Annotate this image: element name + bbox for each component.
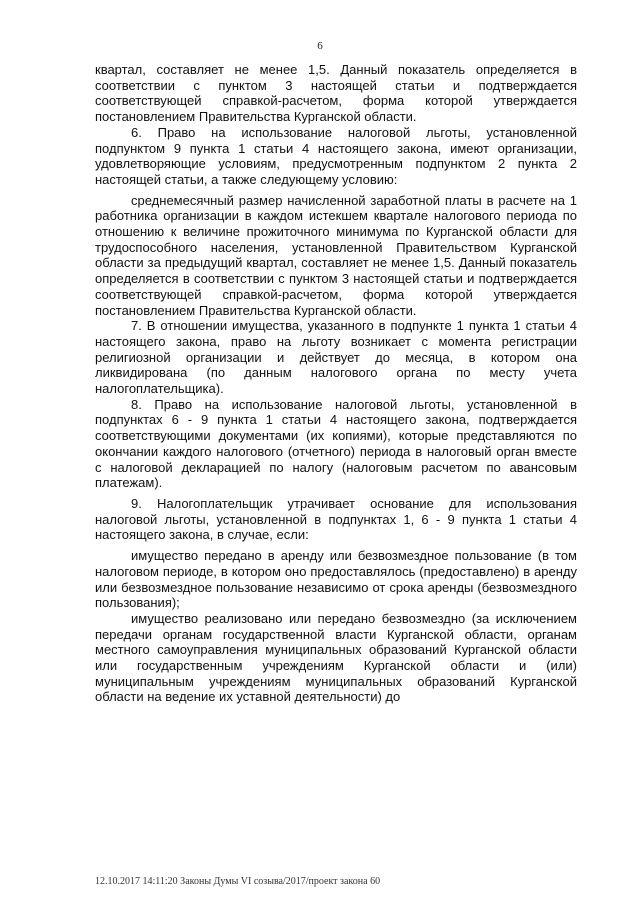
- page-number: 6: [317, 40, 323, 52]
- paragraph-item-6: 6. Право на использование налоговой льготы, установленной подпунктом 9 пункта 1 статьи 4 настоящего закона, имеют организации, удовлетворяющие условиям, предусмотренным подпунктом 2 пункта 2 настоящей статьи, а также следующему условию:: [95, 124, 577, 187]
- paragraph-item-9: 9. Налогоплательщик утрачивает основание для использования налоговой льготы, установленной в подпунктах 1, 6 - 9 пункта 1 статьи 4 настоящего закона, в случае, если:: [95, 495, 577, 543]
- paragraph-continued: квартал, составляет не менее 1,5. Данный показатель определяется в соответствии с пунктом 3 настоящей статьи и подтверждается соответствующей справкой-расчетом, форма которой утверждается постановлением Правительства Курганской области.: [95, 62, 577, 125]
- paragraph-item-6-condition: среднемесячный размер начисленной заработной платы в расчете на 1 работника организации в каждом истекшем квартале налогового периода по отношению к величине прожиточного минимума по Курганской области для трудоспособного населения, установленной Правительством Курганской области за предыдущий квартал, составляет не менее 1,5. Данный показатель определяется в соответствии с пунктом 3 настоящей статьи и подтверждается соответствующей справкой-расчетом, форма которой утверждается постановлением Правительства Курганской области.: [95, 192, 577, 318]
- footer-stamp: 12.10.2017 14:11:20 Законы Думы VI созыва/2017/проект закона 60: [95, 876, 381, 887]
- paragraph-item-9-case-lease: имущество передано в аренду или безвозмездное пользование (в том налоговом периоде, в котором оно предоставлялось (предоставлено) в аренду или безвозмездное пользование независимо от срока аренды (безвозмездного пользования);: [95, 548, 577, 611]
- paragraph-item-7: 7. В отношении имущества, указанного в подпункте 1 пункта 1 статьи 4 настоящего закона, право на льготу возникает с момента регистрации религиозной организации и действует до месяца, в котором она ликвидирована (по данным налогового органа по месту учета налогоплательщика).: [95, 318, 577, 397]
- paragraph-item-8: 8. Право на использование налоговой льготы, установленной в подпунктах 6 - 9 пункта 1 статьи 4 настоящего закона, подтверждается соответствующими документами (их копиями), которые представляются по окончании каждого налогового (отчетного) периода в налоговый орган вместе с налоговой декларацией по налогу (налоговым расчетом по авансовым платежам).: [95, 396, 577, 491]
- document-body: [95, 62, 577, 705]
- paragraph-item-9-case-sale: имущество реализовано или передано безвозмездно (за исключением передачи органам государственной власти Курганской области, органам местного самоуправления муниципальных образований Курганской области или государственным учреждениям Курганской области и (или) муниципальным учреждениям муниципальных образований Курганской области на ведение их уставной деятельности) до: [95, 610, 577, 705]
